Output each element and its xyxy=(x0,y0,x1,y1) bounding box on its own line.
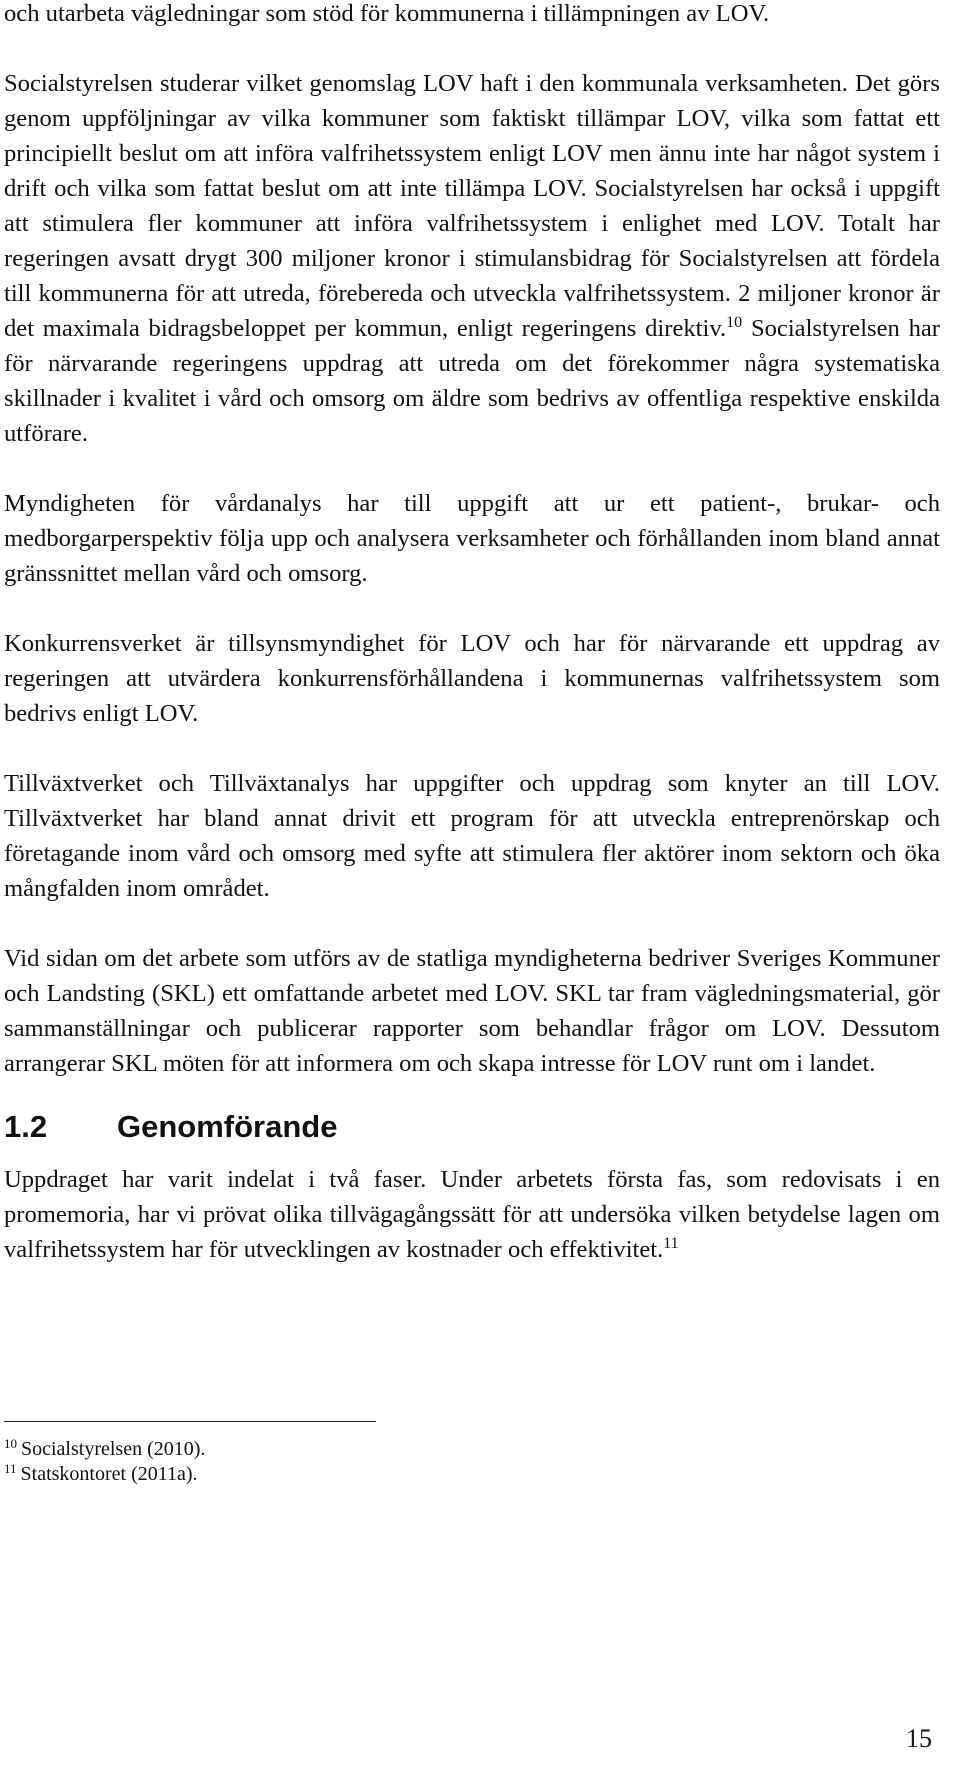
paragraph-4: Konkurrensverket är tillsynsmyndighet för LOV och har för närvarande ett uppdrag av regeringen att utvärdera konkurrensförhållandena i kommunernas valfrihetssystem som bedrivs enligt LOV. xyxy=(4,630,940,727)
footnote-separator xyxy=(4,1421,376,1422)
footnote-10 xyxy=(4,1437,205,1462)
footnote-marker: 10 xyxy=(4,1436,17,1451)
section-heading xyxy=(4,1107,940,1147)
paragraph-5: Tillväxtverket och Tillväxtanalys har uppgifter och uppdrag som knyter an till LOV. Tillväxtverket har bland annat drivit ett program för att utveckla entreprenörskap och företagande inom vård och omsorg med syfte att stimulera fler aktörer inom sektorn och öka mångfalden inom området. xyxy=(4,770,940,902)
footnote-marker: 11 xyxy=(4,1461,17,1476)
footnote-ref-10[interactable]: 10 xyxy=(726,314,743,331)
paragraph-1: och utarbeta vägledningar som stöd för kommunerna i tillämpningen av LOV. xyxy=(4,0,770,27)
paragraph-2 xyxy=(4,66,940,451)
paragraph-7 xyxy=(4,1162,940,1267)
paragraph-2-text: Socialstyrelsen studerar vilket genomslag LOV haft i den kommunala verksamheten. Det görs genom uppföljningar av vilka kommuner som faktiskt tillämpar LOV, vilka som fattat ett principiellt beslut om att införa valfrihetssystem enligt LOV men ännu inte har något system i drift och vilka som fattat beslut om att inte tillämpa LOV. Socialstyrelsen har också i uppgift att stimulera fler kommuner att införa valfrihetssystem i enlighet med LOV. Totalt har regeringen avsatt drygt 300 miljoner kronor i stimulansbidrag för Socialstyrelsen att fördela till kommunerna för att utreda, förebereda och utveckla valfrihetssystem. 2 miljoner kronor är det maximala bidragsbeloppet per kommun, enligt regeringens direktiv. xyxy=(4,70,940,342)
document-page xyxy=(4,0,940,1485)
paragraph-6: Vid sidan om det arbete som utförs av de statliga myndigheterna bedriver Sveriges Kommuner och Landsting (SKL) ett omfattande arbetet med LOV. SKL tar fram vägledningsmaterial, gör sammanställningar och publicerar rapporter som behandlar frågor om LOV. Dessutom arrangerar SKL möten för att informera om och skapa intresse för LOV runt om i landet. xyxy=(4,945,940,1077)
footnote-text: Statskontoret (2011a). xyxy=(20,1463,198,1485)
footnote-text: Socialstyrelsen (2010). xyxy=(21,1438,206,1460)
paragraph-2-continued: Socialstyrelsen har för närvarande regeringens uppdrag att utreda om det förekommer några systematiska skillnader i kvalitet i vård och omsorg om äldre som bedrivs av offentliga respektive enskilda utförare. xyxy=(4,315,940,447)
footnotes xyxy=(4,1437,205,1487)
section-title: Genomförande xyxy=(117,1109,338,1144)
section-number: 1.2 xyxy=(4,1109,48,1144)
footnote-ref-11[interactable]: 11 xyxy=(663,1235,679,1252)
paragraph-3: Myndigheten för vårdanalys har till uppgift att ur ett patient-, brukar- och medborgarperspektiv följa upp och analysera verksamheter och förhållanden inom bland annat gränssnittet mellan vård och omsorg. xyxy=(4,490,940,587)
footnote-11 xyxy=(4,1462,205,1487)
paragraph-7-text: Uppdraget har varit indelat i två faser. Under arbetets första fas, som redovisats i en promemoria, har vi prövat olika tillvägagångssätt för att undersöka vilken betydelse lagen om valfrihetssystem har för utvecklingen av kostnader och effektivitet. xyxy=(4,1166,940,1263)
page-number: 15 xyxy=(906,1724,932,1753)
